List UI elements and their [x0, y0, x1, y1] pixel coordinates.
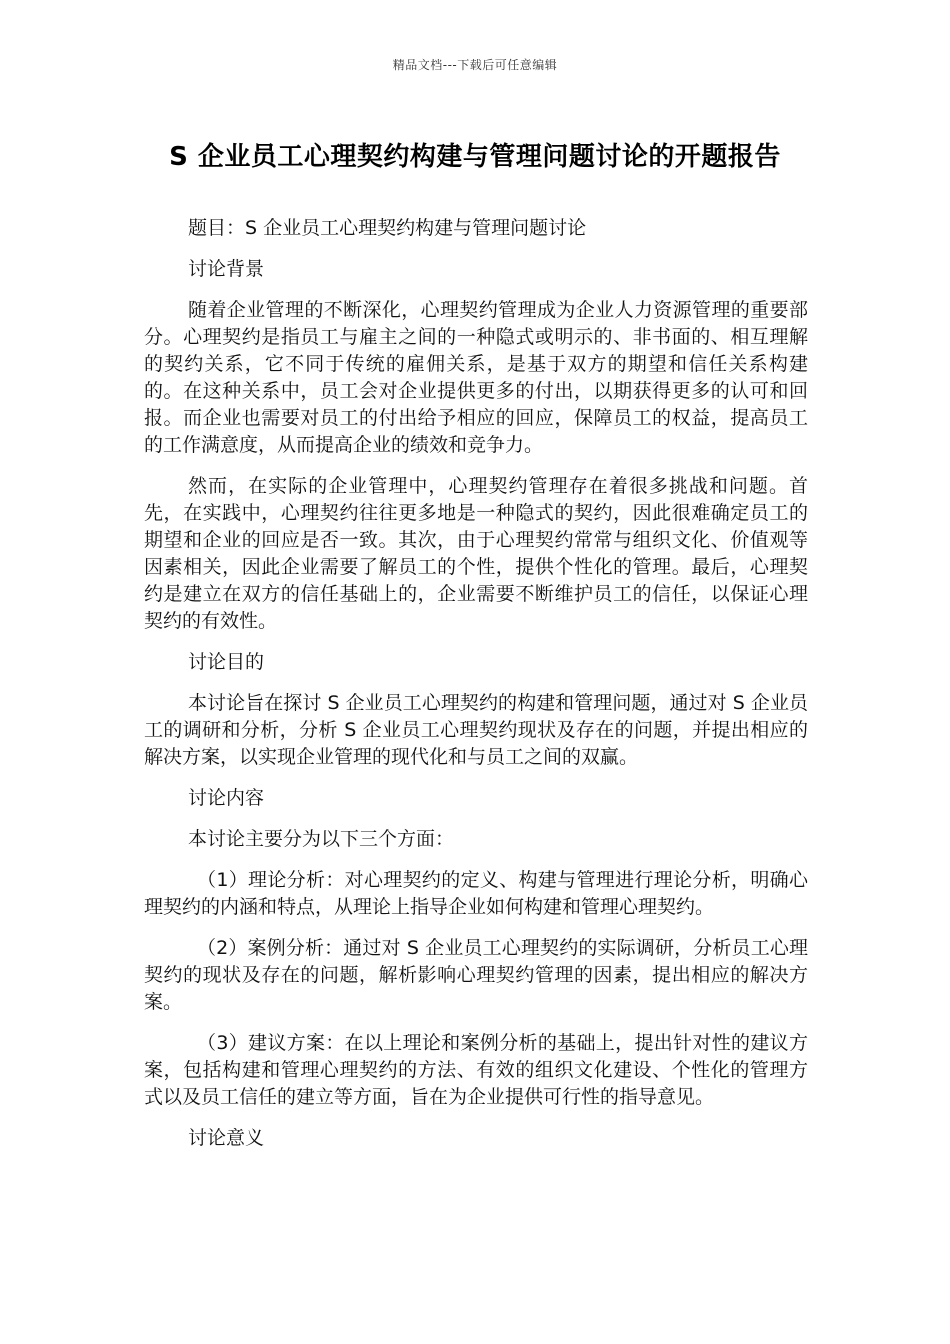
page-header: 精品文档---下载后可任意编辑 — [392, 58, 558, 72]
background-paragraph-2: 然而，在实际的企业管理中，心理契约管理存在着很多挑战和问题。首先，在实践中，心理契约往往更多地是一种隐式的契约，因此很难确定员工的期望和企业的回应是否一致。其次，由于心理契约常常与组织文化、价值观等因素相关，因此企业需要了解员工的个性，提供个性化的管理。最后，心理契约是建立在双方的信任基础上的，企业需要不断维护员工的信任，以保证心理契约的有效性。 — [144, 475, 808, 632]
background-paragraph-1: 随着企业管理的不断深化，心理契约管理成为企业人力资源管理的重要部分。心理契约是指员工与雇主之间的一种隐式或明示的、非书面的、相互理解的契约关系，它不同于传统的雇佣关系，是基于双方的期望和信任关系构建的。在这种关系中，员工会对企业提供更多的付出，以期获得更多的认可和回报。而企业也需要对员工的付出给予相应的回应，保障员工的权益，提高员工的工作满意度，从而提高企业的绩效和竞争力。 — [144, 299, 808, 456]
section-heading-purpose: 讨论目的 — [188, 651, 265, 673]
section-heading-background: 讨论背景 — [188, 258, 265, 280]
document-body — [144, 215, 808, 1166]
section-heading-content: 讨论内容 — [188, 787, 265, 809]
content-item-3: （3）建议方案：在以上理论和案例分析的基础上，提出针对性的建议方案，包括构建和管理心理契约的方法、有效的组织文化建设、个性化的管理方式以及员工信任的建立等方面，旨在为企业提供可行性的指导意见。 — [144, 1032, 808, 1108]
content-intro: 本讨论主要分为以下三个方面： — [188, 828, 455, 850]
content-item-2: （2）案例分析：通过对 S 企业员工心理契约的实际调研，分析员工心理契约的现状及存在的问题，解析影响心理契约管理的因素，提出相应的解决方案。 — [144, 937, 808, 1013]
topic-line: 题目：S 企业员工心理契约构建与管理问题讨论 — [188, 217, 587, 239]
section-heading-significance: 讨论意义 — [188, 1127, 265, 1149]
content-item-1: （1）理论分析：对心理契约的定义、构建与管理进行理论分析，明确心理契约的内涵和特点，从理论上指导企业如何构建和管理心理契约。 — [144, 869, 808, 918]
purpose-paragraph: 本讨论旨在探讨 S 企业员工心理契约的构建和管理问题，通过对 S 企业员工的调研和分析，分析 S 企业员工心理契约现状及存在的问题，并提出相应的解决方案，以实现企业管理的现代化和与员工之间的双赢。 — [144, 692, 808, 768]
document-title: S 企业员工心理契约构建与管理问题讨论的开题报告 — [169, 142, 781, 172]
